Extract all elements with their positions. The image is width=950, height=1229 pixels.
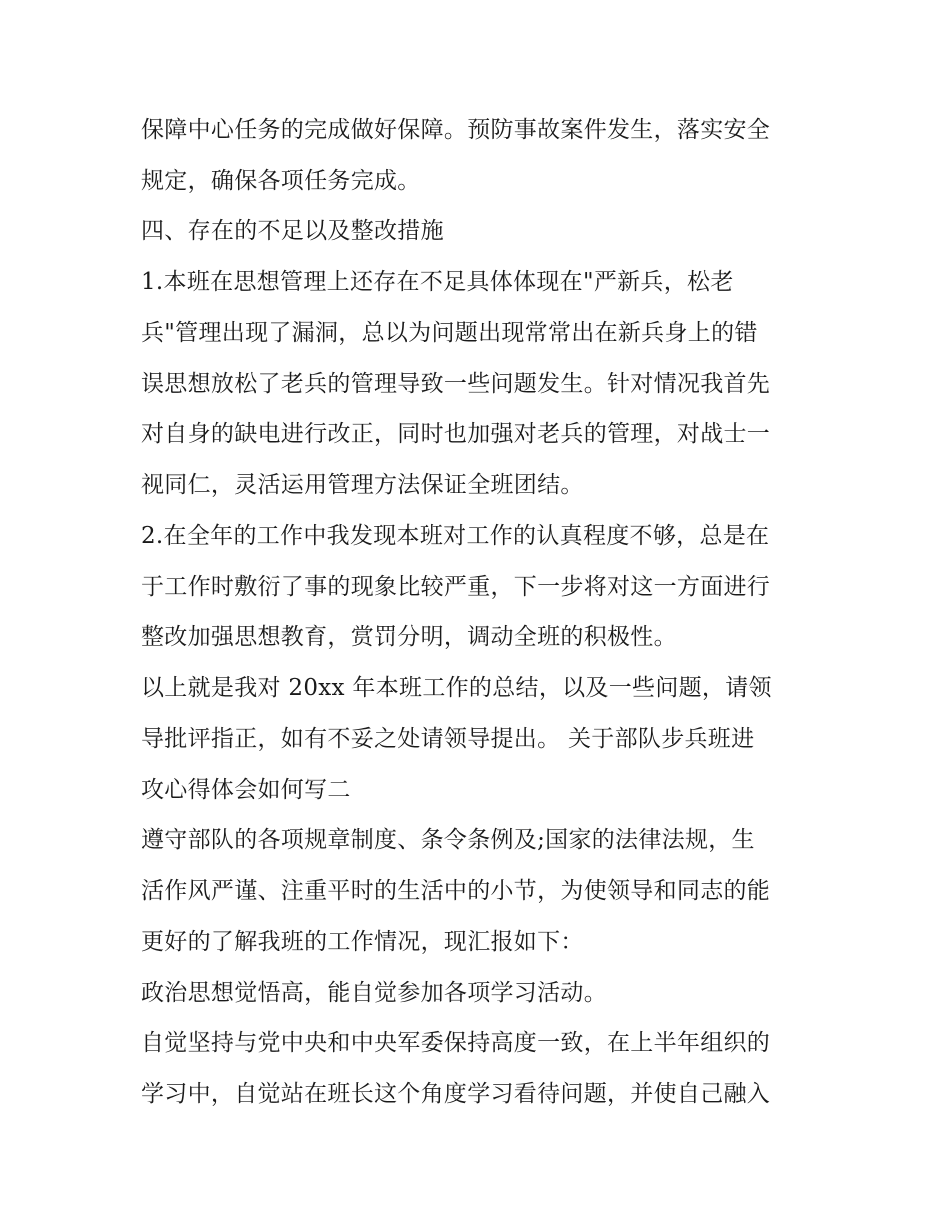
text-line: 误思想放松了老兵的管理导致一些问题发生。针对情况我首先 <box>141 371 771 397</box>
text-line: 1.本班在思想管理上还存在不足具体体现在"严新兵，松老 <box>141 269 734 295</box>
text-line: 更好的了解我班的工作情况，现汇报如下： <box>141 929 584 955</box>
text-line: 对自身的缺电进行改正，同时也加强对老兵的管理，对战士一 <box>141 421 771 447</box>
text-line: 整改加强思想教育，赏罚分明，调动全班的积极性。 <box>141 624 677 650</box>
text-line: 导批评指正，如有不妥之处请领导提出。 关于部队步兵班进 <box>141 726 755 752</box>
section-heading: 四、存在的不足以及整改措施 <box>141 218 444 244</box>
text-line: 政治思想觉悟高，能自觉参加各项学习活动。 <box>141 980 607 1006</box>
text-line: 兵"管理出现了漏洞，总以为问题出现常常出在新兵身上的错 <box>141 320 758 346</box>
text-line: 于工作时敷衍了事的现象比较严重，下一步将对这一方面进行 <box>141 574 771 600</box>
text-line: 遵守部队的各项规章制度、条令条例及;国家的法律法规，生 <box>141 827 755 853</box>
text-line: 2.在全年的工作中我发现本班对工作的认真程度不够，总是在 <box>141 523 770 549</box>
text-line: 以上就是我对 20xx 年本班工作的总结，以及一些问题，请领 <box>141 675 772 701</box>
text-line: 学习中，自觉站在班长这个角度学习看待问题，并使自己融入 <box>141 1081 771 1107</box>
text-line: 视同仁，灵活运用管理方法保证全班团结。 <box>141 472 584 498</box>
text-line: 规定，确保各项任务完成。 <box>141 168 421 194</box>
text-line: 活作风严谨、注重平时的生活中的小节，为使领导和同志的能 <box>141 878 771 904</box>
text-line: 自觉坚持与党中央和中央军委保持高度一致，在上半年组织的 <box>141 1030 771 1056</box>
text-line: 攻心得体会如何写二 <box>141 777 351 803</box>
text-line: 保障中心任务的完成做好保障。预防事故案件发生，落实安全 <box>141 117 771 143</box>
